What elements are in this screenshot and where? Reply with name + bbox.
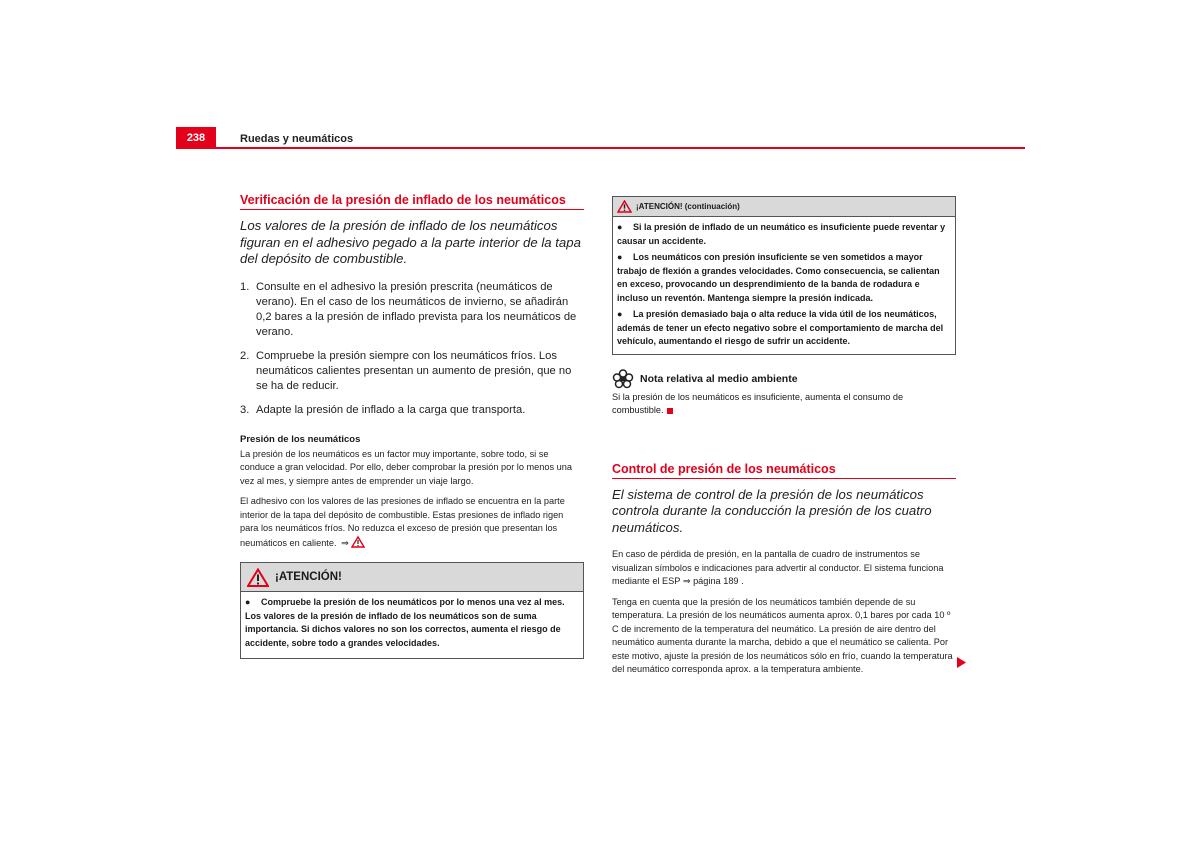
environment-note-header: [612, 369, 956, 389]
step-text: Consulte en el adhesivo la presión prescrita (neumáticos de verano). En el caso de los neumáticos de invierno, se añadirán 0,2 bares a la presión de inflado prevista para los neumáticos de verano.: [256, 280, 577, 338]
warning-title: ¡ATENCIÓN! (continuación): [636, 202, 740, 211]
warning-triangle-icon: [247, 568, 269, 587]
warning-item: [617, 308, 951, 349]
body-paragraph-with-ref: [240, 495, 584, 550]
left-column: [240, 193, 584, 659]
chapter-title: Ruedas y neumáticos: [240, 133, 354, 145]
body-paragraph: La presión de los neumáticos es un factor muy importante, sobre todo, si se conduce a gran velocidad. Por ello, deber comprobar la presión por lo menos una vez al mes, y siempre antes de emprender un viaje largo.: [240, 448, 572, 486]
header-divider: [176, 147, 1025, 149]
warning-triangle-icon: [617, 200, 632, 213]
bullet-icon: ●: [617, 252, 623, 262]
body-paragraph-text: El adhesivo con los valores de las presiones de inflado se encuentra en la parte interior de la tapa del depósito de combustible. Estas presiones de inflado rigen para los neumáticos fríos. No reduzca el exceso de presión que presentan los neumáticos en caliente.: [240, 496, 565, 548]
section-heading-control: Control de presión de los neumáticos: [612, 462, 956, 479]
flower-icon: [612, 369, 634, 389]
warning-item: [617, 221, 951, 248]
warning-item: [245, 596, 579, 650]
warning-box: [240, 562, 584, 659]
warning-text: Los neumáticos con presión insuficiente se ven sometidos a mayor trabajo de flexión a grandes velocidades. Como consecuencia, se calientan en exceso, provocando un desprendimiento de la banda de rodadura e incluso un reventón. Mantenga siempre la presión indicada.: [617, 252, 940, 303]
bullet-icon: ●: [617, 222, 623, 232]
warning-text: Compruebe la presión de los neumáticos por lo menos una vez al mes. Los valores de la presión de inflado de los neumáticos son de suma importancia. Si dichos valores no son los correctos, aumenta el riesgo de accidente, sobre todo a grandes velocidades.: [245, 597, 565, 648]
environment-note-body: Si la presión de los neumáticos es insuficiente, aumenta el consumo de combustible.: [612, 391, 904, 415]
body-paragraph: En caso de pérdida de presión, en la pantalla de cuadro de instrumentos se visualizan símbolos e indicaciones para advertir al conductor. El sistema funciona mediante el ESP ⇒ página 189 .: [612, 549, 944, 586]
section-pressure-control: [612, 462, 956, 677]
step-number: 1.: [240, 280, 250, 293]
step-text: Compruebe la presión siempre con los neumáticos fríos. Los neumáticos calientes presentan un aumento de presión, que no se ha de reducir.: [256, 349, 572, 392]
environment-note-text: [612, 391, 956, 418]
section-intro: El sistema de control de la presión de los neumáticos controla durante la conducción la presión de los cuatro neumáticos.: [612, 486, 932, 535]
warning-body: [613, 217, 955, 354]
warning-text: La presión demasiado baja o alta reduce la vida útil de los neumáticos, además de tener un efecto negativo sobre el comportamiento de marcha del vehículo, aumentando el riesgo de sufrir un accidente.: [617, 309, 944, 346]
right-column: [612, 196, 956, 684]
warning-header: [613, 197, 955, 217]
warning-triangle-icon[interactable]: [351, 536, 365, 548]
warning-text: Si la presión de inflado de un neumático es insuficiente puede reventar y causar un accidente.: [617, 222, 946, 246]
step-number: 2.: [240, 349, 250, 362]
list-item: [240, 403, 584, 418]
section-heading-verification: Verificación de la presión de inflado de los neumáticos: [240, 193, 584, 210]
environment-note-title: Nota relativa al medio ambiente: [640, 372, 798, 385]
list-item: [240, 280, 584, 340]
page-number: 238: [176, 127, 216, 148]
step-number: 3.: [240, 403, 250, 416]
warning-title: ¡ATENCIÓN!: [275, 571, 342, 583]
section-intro: Los valores de la presión de inflado de los neumáticos figuran en el adhesivo pegado a la parte interior de la tapa del depósito de combustible.: [240, 218, 581, 266]
reference-arrow: ⇒: [341, 537, 349, 548]
subheading-tire-pressure: Presión de los neumáticos: [240, 433, 361, 445]
warning-box-continued: [612, 196, 956, 355]
next-page-arrow-icon[interactable]: [957, 657, 966, 668]
bullet-icon: ●: [617, 309, 623, 319]
bullet-icon: ●: [245, 597, 251, 607]
warning-item: [617, 251, 951, 305]
warning-header: [241, 563, 583, 592]
end-square-icon: [667, 408, 673, 414]
list-item: [240, 349, 584, 394]
body-paragraph: Tenga en cuenta que la presión de los neumáticos también depende de su temperatura. La presión de los neumáticos aumenta aprox. 0,1 bares por cada 10 º C de incremento de la temperatura del neumático. La presión de aire dentro del neumático aumenta durante la marcha, debido a que el neumático se calienta. Por este motivo, ajuste la presión de los neumáticos sólo en frío, cuando la temperatura del neumático corresponda aprox. a la temperatura ambiente.: [612, 596, 953, 674]
steps-list: [240, 280, 584, 418]
warning-body: [241, 592, 583, 658]
step-text: Adapte la presión de inflado a la carga que transporta.: [256, 403, 526, 416]
